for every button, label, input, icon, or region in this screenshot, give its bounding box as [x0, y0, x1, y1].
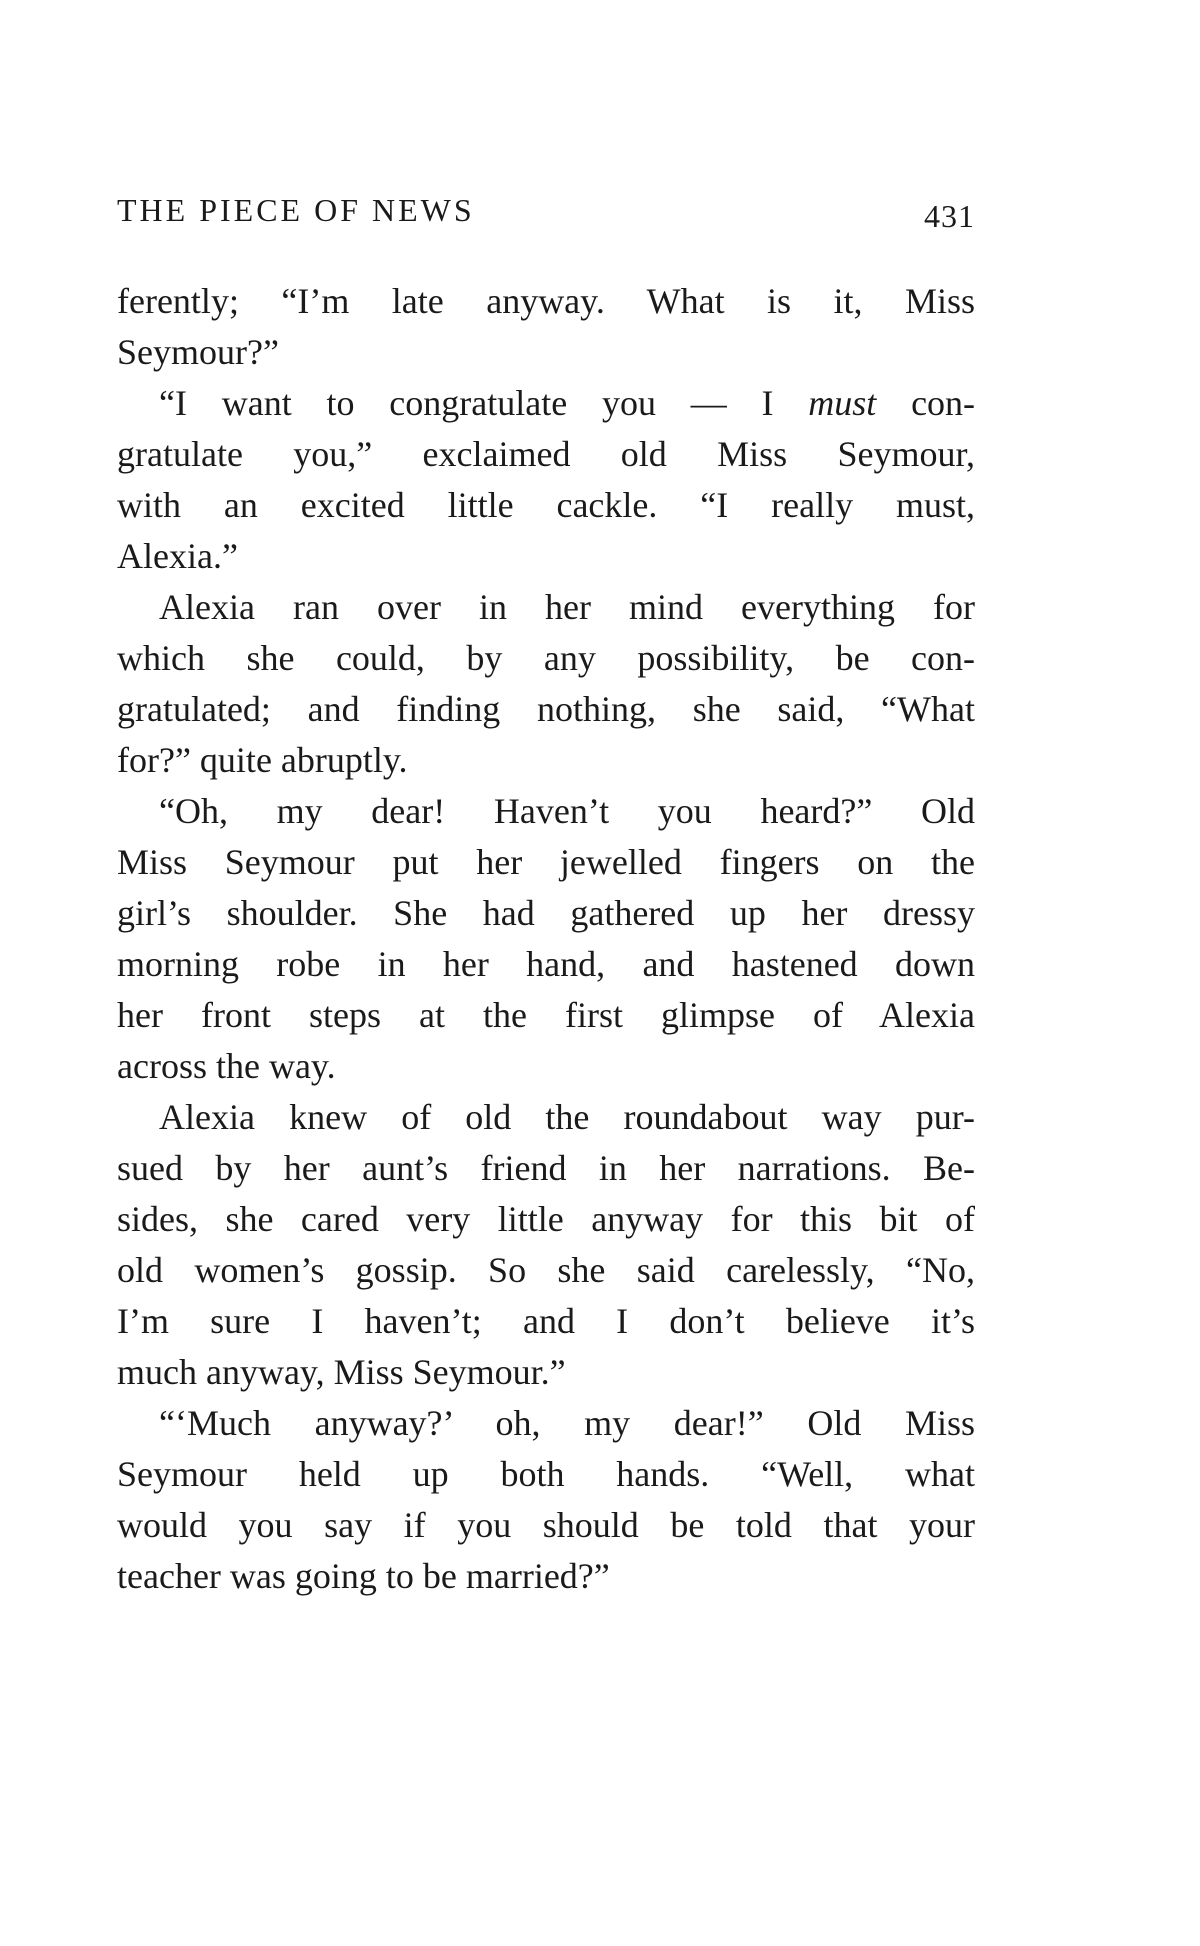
text-line: I’m sure I haven’t; and I don’t believe it’s — [117, 1301, 975, 1341]
text-line: with an excited little cackle. “I really must, — [117, 485, 975, 525]
text-line: Miss Seymour put her jewelled fingers on the — [117, 842, 975, 882]
text-line — [117, 378, 975, 429]
text-line: girl’s shoulder. She had gathered up her dressy — [117, 893, 975, 933]
text-line: “‘Much anyway?’ oh, my dear!” Old Miss — [159, 1403, 975, 1443]
text-line: for?” quite abruptly. — [117, 740, 408, 780]
text-line: gratulate you,” exclaimed old Miss Seymour, — [117, 434, 975, 474]
emphasis: must — [808, 383, 877, 423]
running-title: THE PIECE OF NEWS — [117, 192, 475, 228]
text-line: her front steps at the first glimpse of Alexia — [117, 995, 975, 1035]
text-line: “Oh, my dear! Haven’t you heard?” Old — [159, 791, 975, 831]
text-line: teacher was going to be married?” — [117, 1556, 610, 1596]
text-line: old women’s gossip. So she said carelessly, “No, — [117, 1250, 975, 1290]
text-line: Alexia.” — [117, 536, 238, 576]
text-line: sides, she cared very little anyway for this bit of — [117, 1199, 975, 1239]
page-header — [117, 190, 975, 240]
page-number: 431 — [924, 198, 975, 234]
text-line: Alexia knew of old the roundabout way pur- — [159, 1097, 975, 1137]
text-line: much anyway, Miss Seymour.” — [117, 1352, 566, 1392]
text-segment: “I want to congratulate you — I — [159, 383, 774, 423]
text-line: which she could, by any possibility, be con- — [117, 638, 975, 678]
body-text — [117, 276, 975, 1602]
text-line: ferently; “I’m late anyway. What is it, Miss — [117, 281, 975, 321]
text-segment: con- — [911, 383, 976, 423]
text-line: gratulated; and finding nothing, she said, “What — [117, 689, 975, 729]
text-line: Alexia ran over in her mind everything for — [159, 587, 975, 627]
text-line: Seymour?” — [117, 332, 279, 372]
text-line: Seymour held up both hands. “Well, what — [117, 1454, 975, 1494]
text-line: across the way. — [117, 1046, 336, 1086]
text-line: morning robe in her hand, and hastened down — [117, 944, 975, 984]
text-line: sued by her aunt’s friend in her narrations. Be- — [117, 1148, 975, 1188]
text-line: would you say if you should be told that your — [117, 1505, 975, 1545]
